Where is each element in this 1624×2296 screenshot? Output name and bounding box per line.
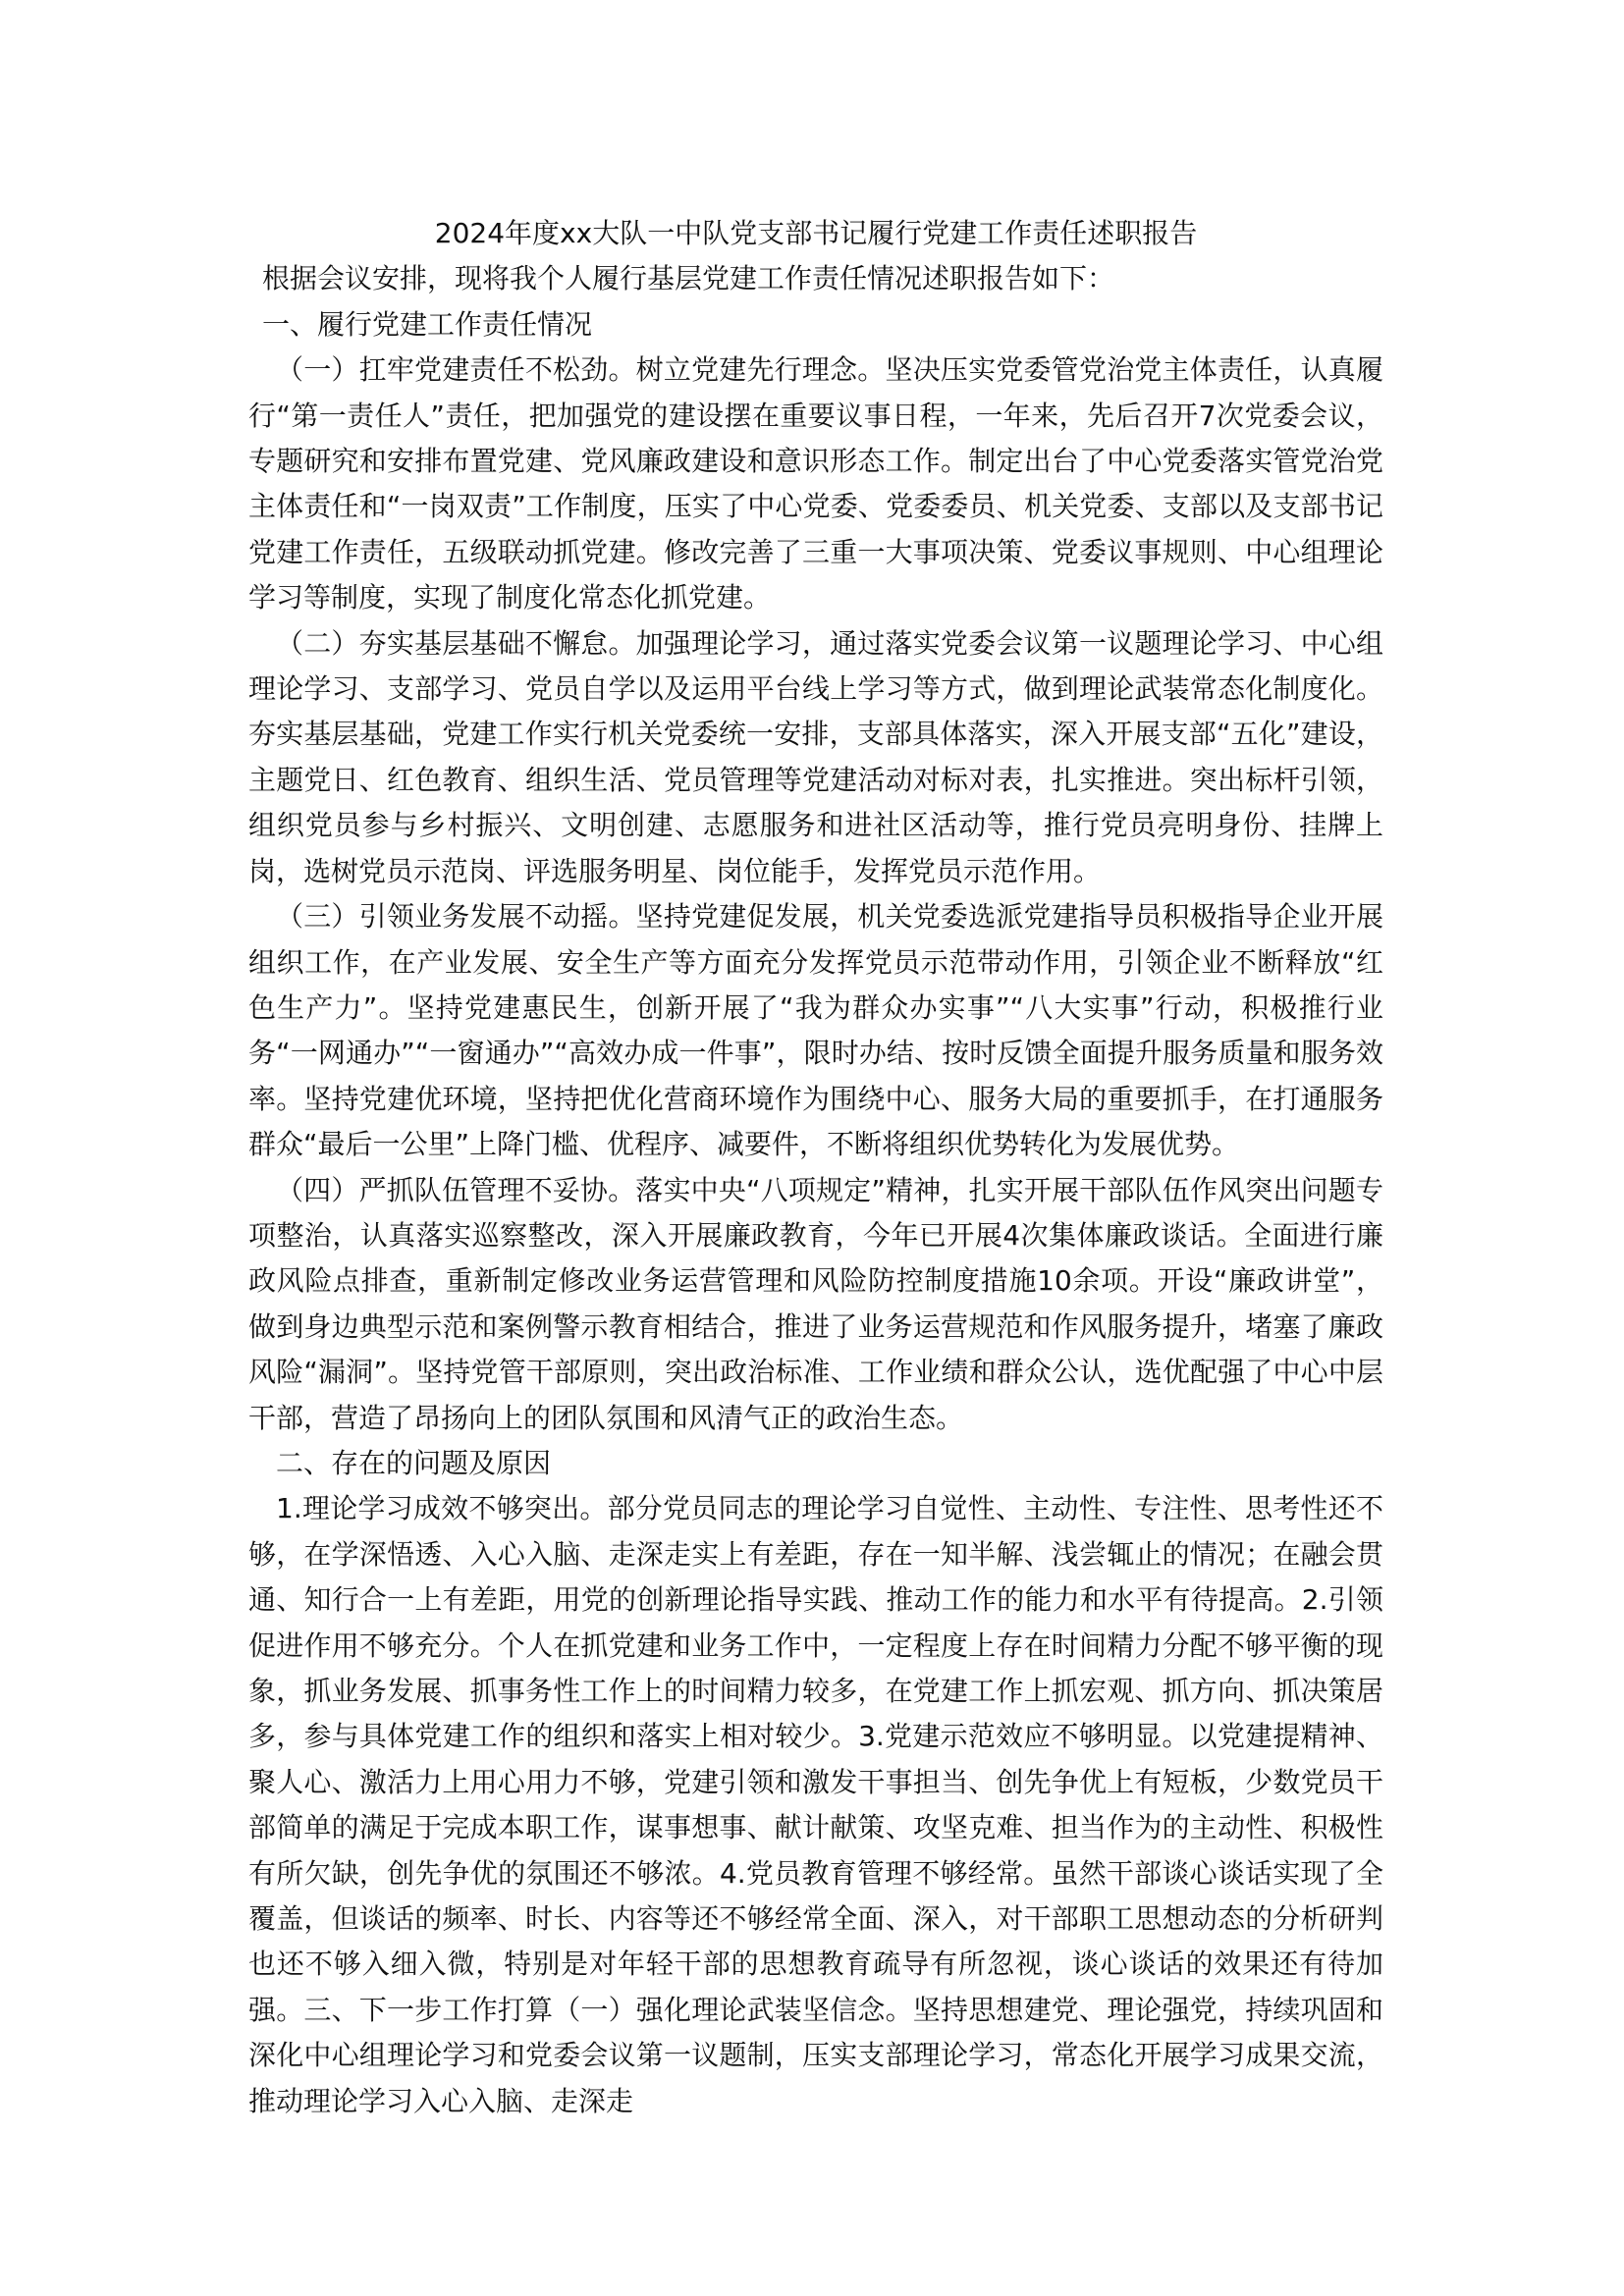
intro-paragraph: 根据会议安排，现将我个人履行基层党建工作责任情况述职报告如下： xyxy=(262,262,1115,295)
paragraph-3: （三）引领业务发展不动摇。坚持党建促发展，机关党委选派党建指导员积极指导企业开展组织工作，在产业发展、安全生产等方面充分发挥党员示范带动作用，引领企业不断释放“红色生产力”。坚持党建惠民生，创新开展了“我为群众办实事”“八大实事”行动，积极推行业务“一网通办”“一窗通办”“高效办成一件事”，限时办结、按时反馈全面提升服务质量和服务效率。坚持党建优环境，坚持把优化营商环境作为围绕中心、服务大局的重要抓手，在打通服务群众“最后一公里”上降门槛、优程序、减要件，不断将组织优势转化为发展优势。 xyxy=(248,900,1383,1161)
paragraph-5: 1.理论学习成效不够突出。部分党员同志的理论学习自觉性、主动性、专注性、思考性还不够，在学深悟透、入心入脑、走深走实上有差距，存在一知半解、浅尝辄止的情况；在融会贯通、知行合一上有差距，用党的创新理论指导实践、推动工作的能力和水平有待提高。2.引领促进作用不够充分。个人在抓党建和业务工作中，一定程度上存在时间精力分配不够平衡的现象，抓业务发展、抓事务性工作上的时间精力较多，在党建工作上抓宏观、抓方向、抓决策居多，参与具体党建工作的组织和落实上相对较少。3.党建示范效应不够明显。以党建提精神、聚人心、激活力上用心用力不够，党建引领和激发干事担当、创先争优上有短板，少数党员干部简单的满足于完成本职工作，谋事想事、献计献策、攻坚克难、担当作为的主动性、积极性有所欠缺，创先争优的氛围还不够浓。4.党员教育管理不够经常。虽然干部谈心谈话实现了全覆盖，但谈话的频率、时长、内容等还不够经常全面、深入，对干部职工思想动态的分析研判也还不够入细入微，特别是对年轻干部的思想教育疏导有所忽视，谈心谈话的效果还有待加强。三、下一步工作打算（一）强化理论武装坚信念。坚持思想建党、理论强党，持续巩固和深化中心组理论学习和党委会议第一议题制，压实支部理论学习，常态化开展学习成果交流，推动理论学习入心入脑、走深走 xyxy=(248,1492,1383,2117)
paragraph-1: （一）扛牢党建责任不松劲。树立党建先行理念。坚决压实党委管党治党主体责任，认真履行“第一责任人”责任，把加强党的建设摆在重要议事日程，一年来，先后召开7次党委会议，专题研究和安排布置党建、党风廉政建设和意识形态工作。制定出台了中心党委落实管党治党主体责任和“一岗双责”工作制度，压实了中心党委、党委委员、机关党委、支部以及支部书记党建工作责任，五级联动抓党建。修改完善了三重一大事项决策、党委议事规则、中心组理论学习等制度，实现了制度化常态化抓党建。 xyxy=(248,353,1383,614)
paragraph-4: （四）严抓队伍管理不妥协。落实中央“八项规定”精神，扎实开展干部队伍作风突出问题专项整治，认真落实巡察整改，深入开展廉政教育，今年已开展4次集体廉政谈话。全面进行廉政风险点排查，重新制定修改业务运营管理和风险防控制度措施10余项。开设“廉政讲堂”，做到身边典型示范和案例警示教育相结合，推进了业务运营规范和作风服务提升，堵塞了廉政风险“漏洞”。坚持党管干部原则，突出政治标准、工作业绩和群众公认，选优配强了中心中层干部，营造了昂扬向上的团队氛围和风清气正的政治生态。 xyxy=(248,1173,1383,1434)
section-heading-1: 一、履行党建工作责任情况 xyxy=(262,307,593,341)
paragraph-2: （二）夯实基层基础不懈怠。加强理论学习，通过落实党委会议第一议题理论学习、中心组理论学习、支部学习、党员自学以及运用平台线上学习等方式，做到理论武装常态化制度化。夯实基层基础，党建工作实行机关党委统一安排，支部具体落实，深入开展支部“五化”建设，主题党日、红色教育、组织生活、党员管理等党建活动对标对表，扎实推进。突出标杆引领，组织党员参与乡村振兴、文明创建、志愿服务和进社区活动等，推行党员亮明身份、挂牌上岗，选树党员示范岗、评选服务明星、岗位能手，发挥党员示范作用。 xyxy=(248,626,1383,887)
section-heading-2: 二、存在的问题及原因 xyxy=(276,1446,552,1479)
document-title: 2024年度xx大队一中队党支部书记履行党建工作责任述职报告 xyxy=(434,217,1198,249)
document-page xyxy=(248,211,1383,2124)
